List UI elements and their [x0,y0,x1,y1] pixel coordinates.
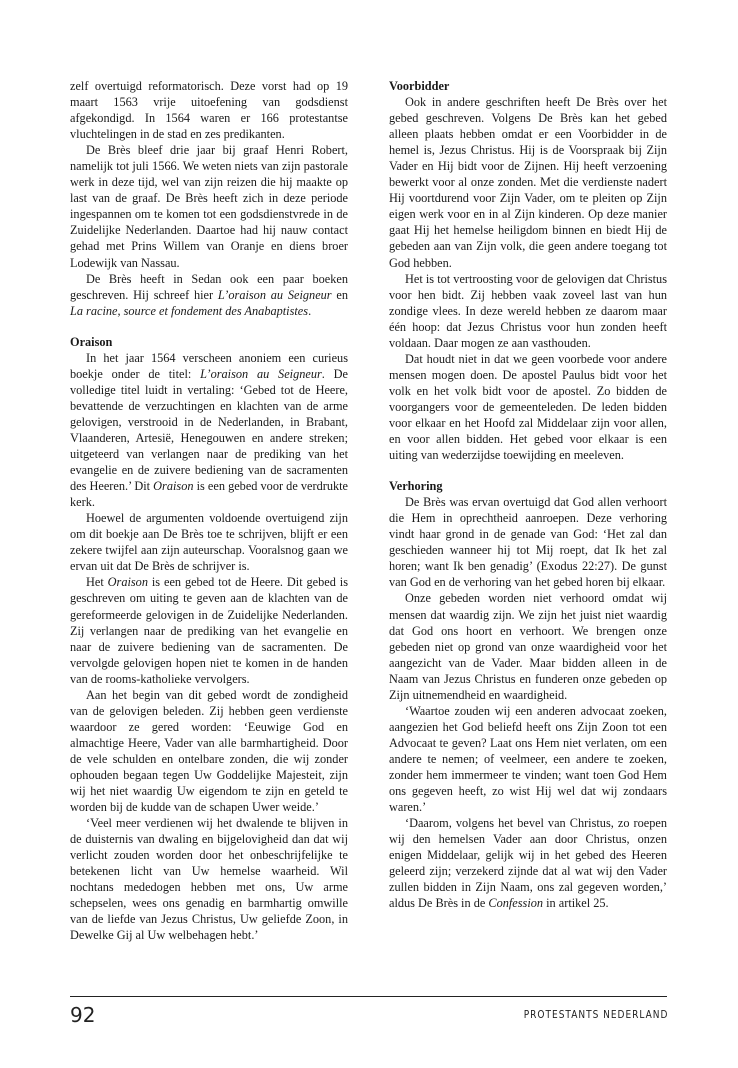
paragraph: Hoewel de argumenten voldoende overtuigend zijn om dit boekje aan De Brès toe te schrijven, blijft er een zekere twijfel aan zijn auteurschap. Vooralsnog gaan we ervan uit dat De Brès de schrijver is. [70,511,348,574]
paragraph: Aan het begin van dit gebed wordt de zondigheid van de gelovigen beleden. Zij hebben geen verdienste waardoor ze gered worden: ‘Eeuwige God en almachtige Heere, Vader van alle barmhartigheid. Door de vele schulden en ontelbare zonden, die wij zonder ophouden begaan tegen Uw Goddelijke Majesteit, zijn wij het niet waardig Uw eigendom te zijn en geteld te worden bij de kudde van de schapen Uwer weide.’ [70,687,348,815]
paragraph: Het is tot vertroosting voor de gelovigen dat Christus voor hen bidt. Zij hebben vaak zoveel last van hun zondige vlees. In deze wereld hebben ze daarom maar één hoop: dat Jezus Christus voor hun zonden heeft voldaan. Daar mogen ze aan vasthouden. [389,271,667,350]
page-number: 92 [70,1003,96,1027]
section-heading-voorbidder: Voorbidder [389,79,450,93]
book-title: L’oraison au Seigneur [217,287,332,302]
left-column [70,78,348,943]
paragraph: In het jaar 1564 verscheen anoniem een curieus boekje onder de titel: L’oraison au Seigneur. De volledige titel luidt in vertaling: ‘Gebed tot de Heere, bevattende de verzuchtingen en klachten van de arme gelovigen, verstrooid in de Nederlanden, in Brabant, Vlaanderen, Artesië, Henegouwen en andere streken; uitgeteerd van verlangen naar de prediking van het evangelie en de zuivere bediening van de sacramenten des Heeren.’ Dit Oraison is een gebed voor de verdrukte kerk. [70,350,348,510]
paragraph: ‘Waartoe zouden wij een anderen advocaat zoeken, aangezien het God beliefd heeft ons Zijn Zoon tot een Advocaat te geven? Laat ons Hem niet verlaten, om een andere te nemen; of veelmeer, een andere te zoeken, zonder hem immermeer te vinden; want toen God Hem ons gegeven heeft, zo wist Hij wel dat wij zondaars waren.’ [389,703,667,815]
paragraph: Dat houdt niet in dat we geen voorbede voor andere mensen mogen doen. De apostel Paulus bidt voor het volk en het volk bidt voor de apostel. Zo bidden de voorgangers voor de gemeenteleden. De leden bidden voor elkaar en het Hoofd zal Middelaar zijn voor allen, en voor allen bidden. Het gebed voor elkaar is een uiting van wederzijdse toewijding en meeleven. [389,351,667,463]
book-title: Oraison [153,479,194,494]
right-column [389,78,667,911]
book-title: L’oraison au Seigneur [200,366,322,381]
paragraph: De Brès bleef drie jaar bij graaf Henri Robert, namelijk tot juli 1566. We weten niets van zijn pastorale werk in deze tijd, wel van zijn reizen die hij maakte op last van de graaf. De Brès heeft zich in deze periode ingespannen om te komen tot een godsdienstvrede in de Zuidelijke Nederlanden. Daartoe had hij nauw contact gehad met Prins Willem van Oranje en diens broer Lodewijk van Nassau. [70,143,348,270]
paragraph: zelf overtuigd reformatorisch. Deze vorst had op 19 maart 1563 vrije uitoefening van godsdienst afgekondigd. In 1564 waren er 166 protestantse vluchtelingen in de stad en zes predikanten. [70,79,348,142]
paragraph: Ook in andere geschriften heeft De Brès over het gebed geschreven. Volgens De Brès kan het gebed alleen plaats hebben omdat er een Voorbidder in de hemel is, Jezus Christus. Hij is de Voorspraak bij Zijn Vader en Hij bidt voor de Zijnen. Hij heeft verzoening bewerkt voor al onze zonden. Met die verdienste nadert Hij voortdurend voor Zijn Vader, om te pleiten op Zijn eigen werk voor en in al Zijn kinderen. Op deze manier gaat Hij het hemelse heiligdom binnen en biedt Hij de gebeden aan van Zijn volk, die geen andere toegang tot God hebben. [389,95,667,270]
running-head: PROTESTANTS NEDERLAND [523,1008,668,1021]
book-title: Oraison [107,575,148,590]
paragraph: Onze gebeden worden niet verhoord omdat wij mensen dat waardig zijn. We zijn het juist niet waardig dat God ons hoort en verhoort. We brengen onze gebeden niet op grond van onze waardigheid voor het aangezicht van de Vader. Maar bidden alleen in de Naam van Jezus Christus en funderen onze gebeden op Zijn uitnemendheid en waardigheid. [389,591,667,702]
section-heading-verhoring: Verhoring [389,479,443,494]
section-heading-oraison: Oraison [70,334,113,349]
footer-rule [70,996,667,997]
book-title: Confession [488,896,544,911]
paragraph: ‘Daarom, volgens het bevel van Christus, zo roepen wij den hemelsen Vader aan door Christus, onzen enigen Middelaar, gelijk wij in het gebed des Heeren geleerd zijn; verzekerd zijnde dat al wat wij den Vader zullen bidden in Zijn Naam, ons zal gegeven worden,’ aldus De Brès in de Confession in artikel 25. [389,816,667,911]
paragraph: De Brès was ervan overtuigd dat God allen verhoort die Hem in oprechtheid aanroepen. Deze verhoring vindt haar grond in de genade van God: ‘Het zal dan geschieden wanneer hij tot Mij roept, dat Ik het zal horen; want Ik ben genadig’ (Exodus 22:27). De gunst van God en de verhoring van het gebed horen bij elkaar. [389,495,667,590]
paragraph: De Brès heeft in Sedan ook een paar boeken geschreven. Hij schreef hier L’oraison au Seigneur en La racine, source et fondement des Anabaptistes. [70,271,348,318]
book-title: La racine, source et fondement des Anabaptistes [70,303,309,318]
paragraph: Het Oraison is een gebed tot de Heere. Dit gebed is geschreven om uiting te geven aan de klachten van de gereformeerde gelovigen in de Zuidelijke Nederlanden. Zij verlangen naar de prediking van het evangelie en naar de zuivere bediening van de sacramenten. De vervolgde gelovigen hopen niet te komen in de handen van de rooms-katholieke vervolgers. [70,575,348,686]
paragraph: ‘Veel meer verdienen wij het dwalende te blijven in de duisternis van dwaling en bijgelovigheid dan dat wij verlicht zouden worden door het onbeschrijfelijke te betekenen licht van Uw hemelse waarheid. Wil nochtans mededogen hebben met ons, Uw arme schepselen, wees ons genadig en barmhartig omwille van de liefde van Jezus Christus, Uw geliefde Zoon, in Dewelke Gij al Uw welbehagen hebt.’ [70,816,348,943]
